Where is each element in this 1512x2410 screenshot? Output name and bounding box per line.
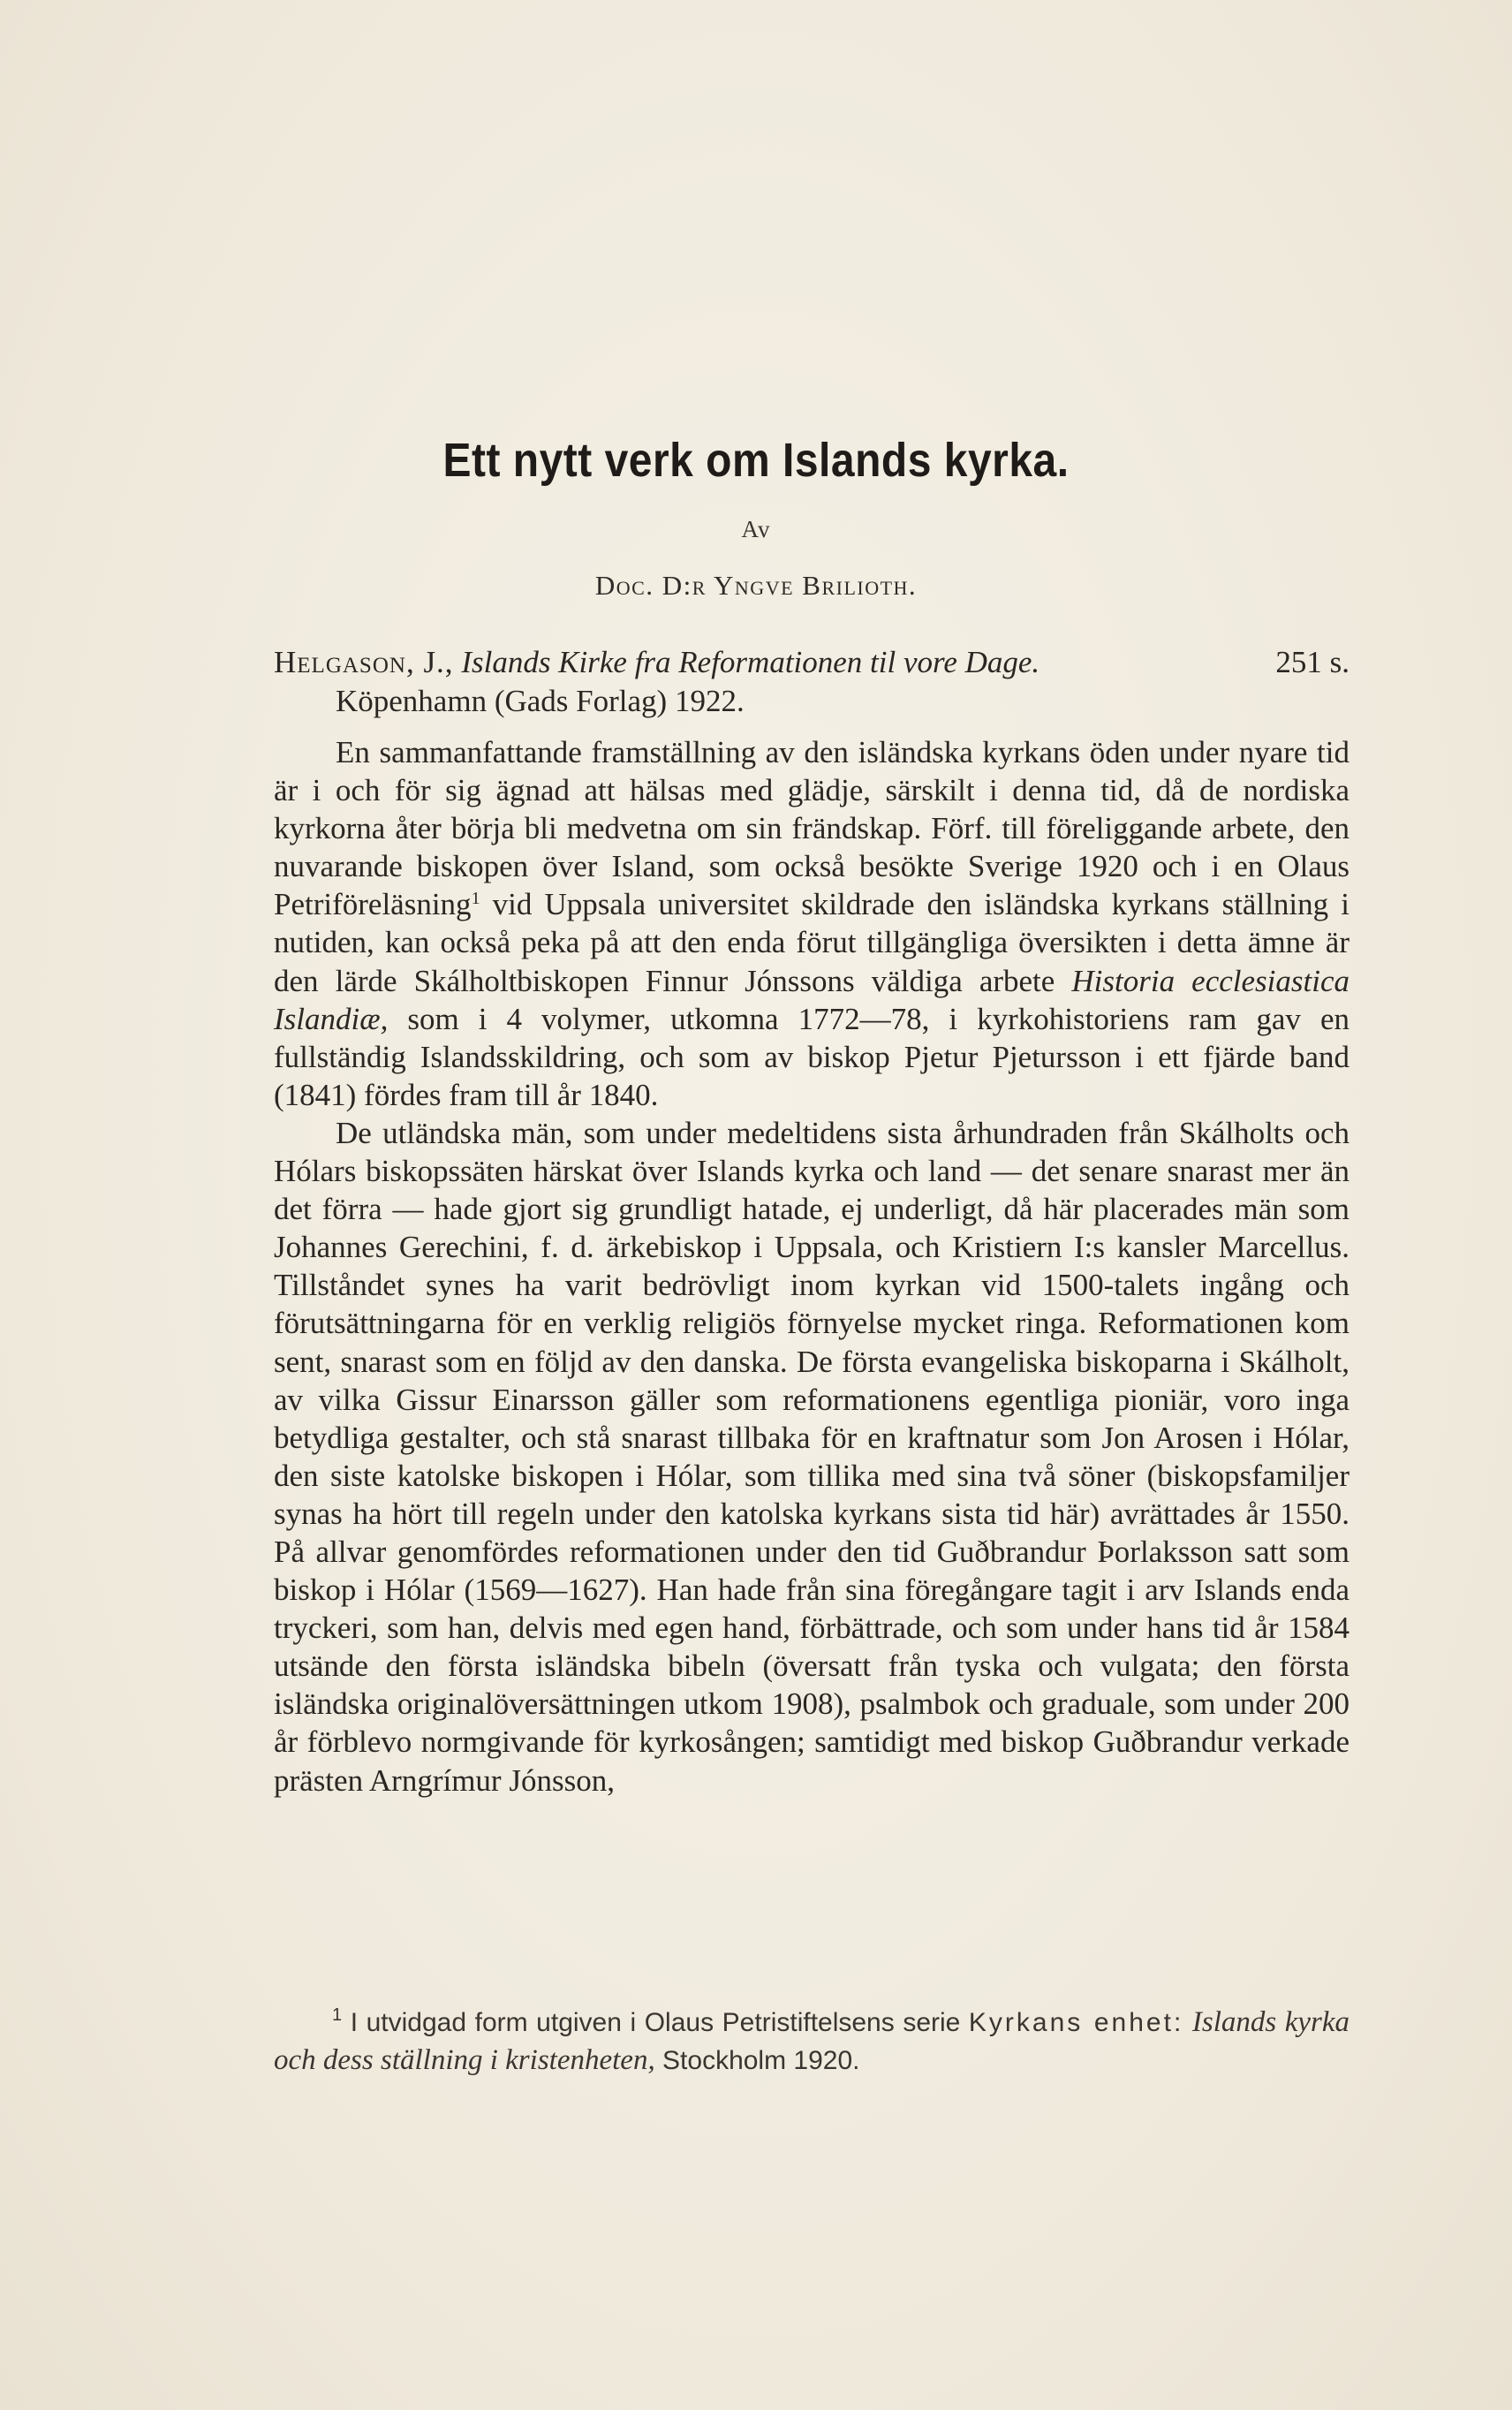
footnote-text-a: I utvidgad form utgiven i Olaus Petristiftelsens serie	[342, 2008, 969, 2037]
article-title: Ett nytt verk om Islands kyrka.	[442, 434, 1070, 488]
paragraph-1-text-b: vid Uppsala universitet skildrade den isländska kyrkans ställning i nutiden, kan också peka på att den enda förut tillgängliga översikten i detta ämne är den lärde Skálholtbiskopen Finnur Jónssons väldiga arbete	[274, 887, 1349, 998]
paragraph-2: De utländska män, som under medeltidens sista århundraden från Skálholts och Hólars biskopssäten härskat över Islands kyrka och land — det senare snarast mer än det förra — hade gjort sig grundligt hatade, ej underligt, då här placerades män som Johannes Gerechini, f. d. ärkebiskop i Uppsala, och Kristiern I:s kansler Marcellus. Tillståndet synes ha varit bedrövligt inom kyrkan vid 1500-talets ingång och förutsättningarna för en verklig religiös förnyelse mycket ringa. Reformationen kom sent, snarast som en följd av den danska. De första evangeliska biskoparna i Skálholt, av vilka Gissur Einarsson gäller som reformationens egentliga pioniär, voro inga betydliga gestalter, och stå snarast tillbaka för en kraftnatur som Jon Arosen i Hólar, den siste katolske biskopen i Hólar, som tillika med sina två söner (biskopsfamiljer synas ha hört till regeln under den katolska kyrkans sista tid här) avrättades år 1550. På allvar genomfördes reformationen under den tid Guðbrandur Þorlaksson satt som biskop i Hólar (1569—1627). Han hade från sina föregångare tagit i arv Islands enda tryckeri, som han, delvis med egen hand, förbättrade, och som under hans tid år 1584 utsände den första isländska bibeln (översatt från tyska och vulgata; den första isländska originalöversättningen utkom 1908), psalmbok och graduale, som under 200 år förblevo normgivande för kyrkosången; samtidigt med biskop Guðbrandur verkade prästen Arngrímur Jónsson,	[274, 1115, 1349, 1798]
footnote-marker: 1	[332, 2005, 343, 2025]
page-count: 251 s.	[1275, 645, 1349, 679]
reviewed-work-title: Islands Kirke fra Reformationen til vore Dage.	[461, 645, 1040, 679]
reviewed-author: Helgason, J.,	[274, 645, 454, 679]
footnote-reference: 1	[471, 889, 480, 909]
bibliographic-entry	[274, 643, 1349, 721]
paragraph-1	[274, 733, 1349, 1114]
italic-work-title: Historia ecclesiastica Islandiæ,	[274, 963, 1349, 1036]
footnote	[274, 2004, 1349, 2080]
publisher-line: Köpenhamn (Gads Forlag) 1922.	[336, 684, 745, 718]
footnote-series: Kyrkans enhet:	[968, 2008, 1184, 2037]
footnote-italic-title: Islands kyrka och dess ställning i kristenheten,	[274, 2006, 1349, 2076]
byline-av: Av	[741, 516, 771, 542]
article-body	[274, 733, 1349, 1800]
author-name: Doc. D:r Yngve Brilioth.	[594, 570, 918, 601]
paragraph-1-text-a: En sammanfattande framställning av den isländska kyrkans öden under nyare tid är i och för sig ägnad att hälsas med glädje, särskilt i denna tid, då de nordiska kyrkorna åter börja bli medvetna om sin frändskap. Förf. till föreliggande arbete, den nuvarande biskopen över Island, som också besökte Sverige 1920 och i en Olaus Petriföreläsning	[274, 735, 1349, 922]
footnote-text-b: Stockholm 1920.	[654, 2046, 860, 2075]
paragraph-1-text-c: som i 4 volymer, utkomna 1772—78, i kyrkohistoriens ram gav en fullständig Islandsskildring, och som av biskop Pjetur Pjetursson i ett fjärde band (1841) fördes fram till år 1840.	[274, 1001, 1349, 1112]
